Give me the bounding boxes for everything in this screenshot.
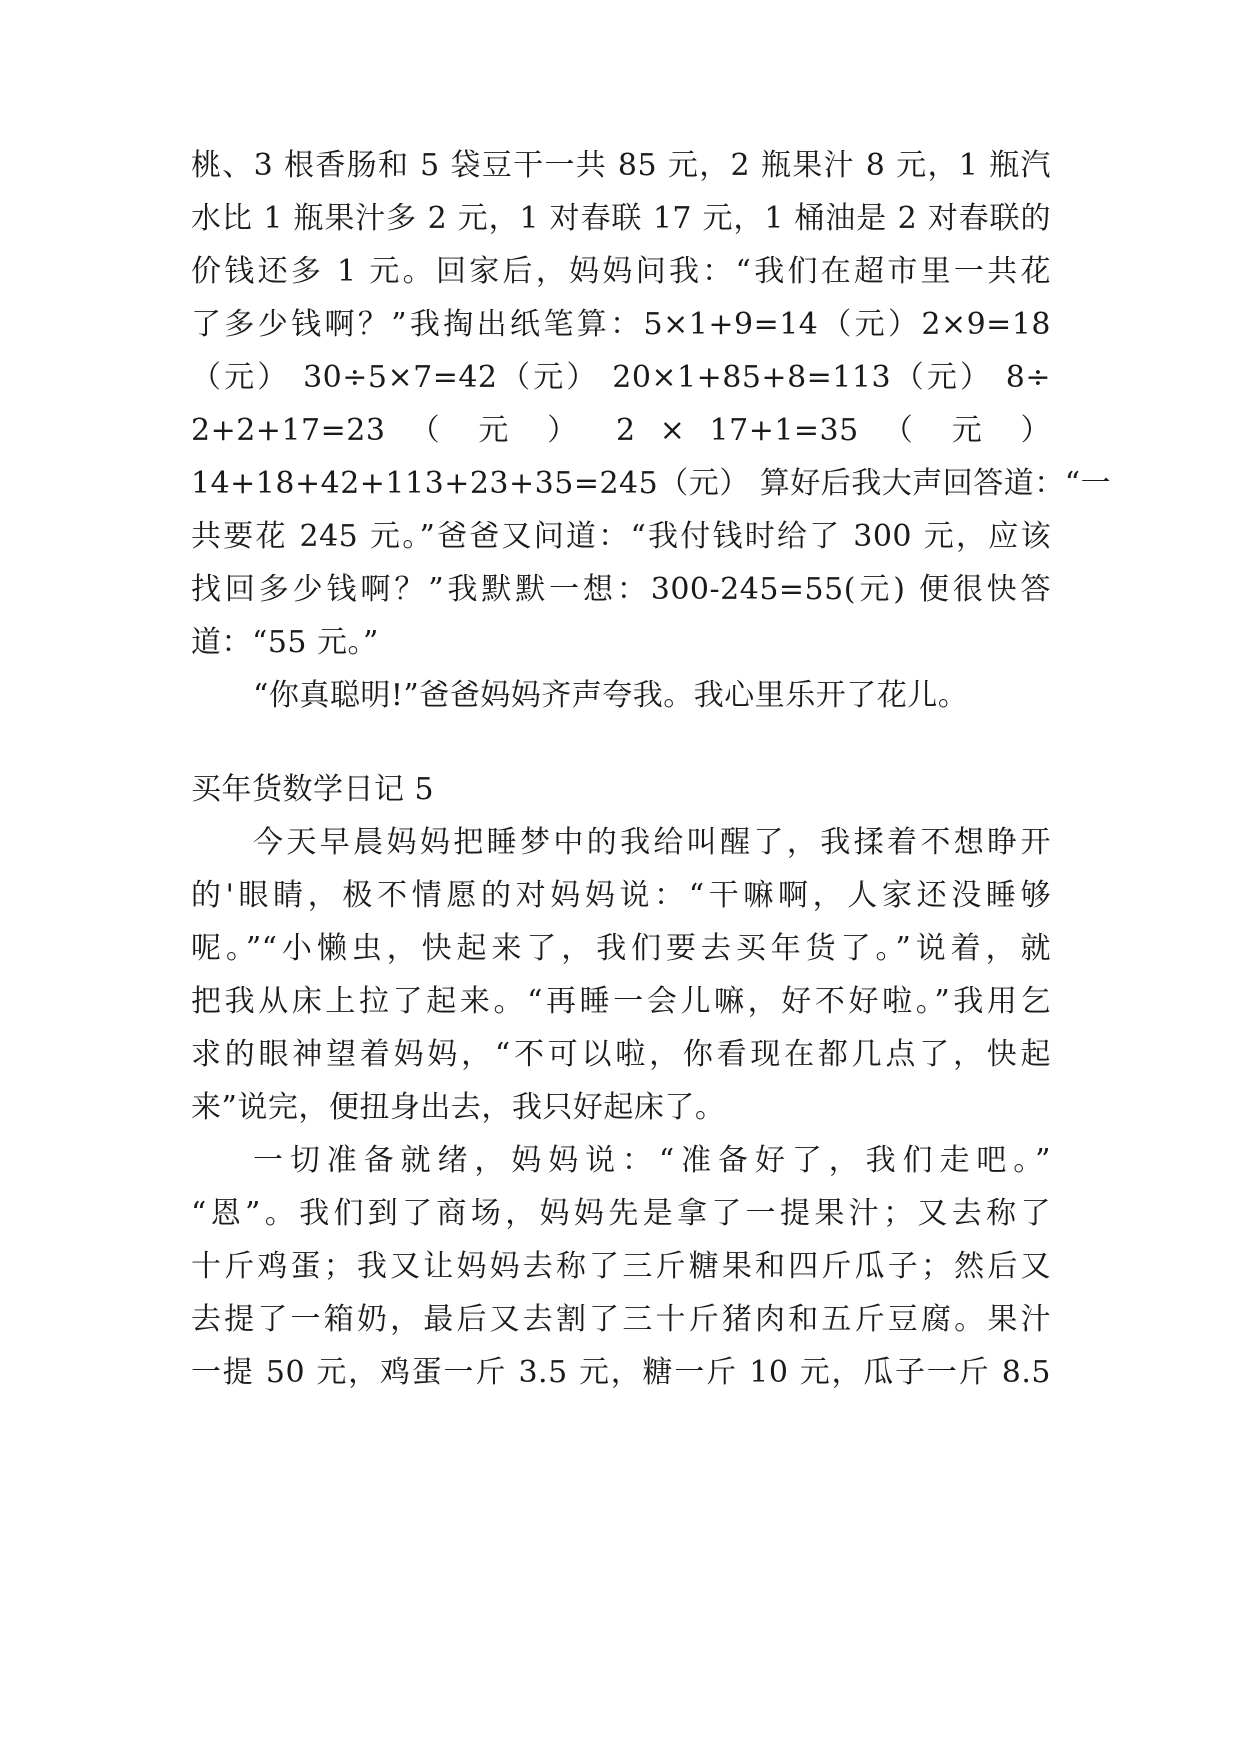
text-line: 十斤鸡蛋；我又让妈妈去称了三斤糖果和四斤瓜子；然后又 bbox=[191, 1249, 1051, 1284]
text-line: 找回多少钱啊？”我默默一想：300-245=55(元) 便很快答 bbox=[191, 572, 1051, 607]
text-line: “你真聪明!”爸爸妈妈齐声夸我。我心里乐开了花儿。 bbox=[253, 678, 969, 713]
text-line: 的'眼睛，极不情愿的对妈妈说：“干嘛啊，人家还没睡够 bbox=[191, 878, 1051, 913]
text-line: 桃、3 根香肠和 5 袋豆干一共 85 元，2 瓶果汁 8 元，1 瓶汽 bbox=[191, 148, 1051, 183]
text-line: 呢。”“小懒虫，快起来了，我们要去买年货了。”说着，就 bbox=[191, 931, 1051, 966]
text-line: 价钱还多 1 元。回家后，妈妈问我：“我们在超市里一共花 bbox=[191, 254, 1051, 289]
text-line: 14+18+42+113+23+35=245（元） 算好后我大声回答道：“一 bbox=[191, 466, 1112, 501]
text-line: 求的眼神望着妈妈，“不可以啦，你看现在都几点了，快起 bbox=[191, 1037, 1051, 1072]
text-line: 一切准备就绪，妈妈说：“准备好了，我们走吧。” bbox=[253, 1143, 1051, 1178]
text-line: 来”说完，便扭身出去，我只好起床了。 bbox=[191, 1090, 726, 1125]
text-line: （元） 30÷5×7=42（元） 20×1+85+8=113（元） 8÷ bbox=[191, 360, 1051, 395]
text-line: 今天早晨妈妈把睡梦中的我给叫醒了，我揉着不想睁开 bbox=[253, 825, 1051, 860]
text-line: 水比 1 瓶果汁多 2 元，1 对春联 17 元，1 桶油是 2 对春联的 bbox=[191, 201, 1051, 236]
text-line: 去提了一箱奶，最后又去割了三十斤猪肉和五斤豆腐。果汁 bbox=[191, 1302, 1051, 1337]
text-line: 共要花 245 元。”爸爸又问道：“我付钱时给了 300 元，应该 bbox=[191, 519, 1051, 554]
section-heading: 买年货数学日记 5 bbox=[191, 772, 435, 807]
text-line: “恩”。我们到了商场，妈妈先是拿了一提果汁；又去称了 bbox=[191, 1196, 1051, 1231]
text-line: 了多少钱啊？”我掏出纸笔算：5×1+9=14（元）2×9=18 bbox=[191, 307, 1051, 342]
text-line: 道：“55 元。” bbox=[191, 625, 379, 660]
text-line: 2+2+17=23 （ 元 ） 2 × 17+1=35 （ 元 ） bbox=[191, 413, 1051, 448]
text-line: 把我从床上拉了起来。“再睡一会儿嘛，好不好啦。”我用乞 bbox=[191, 984, 1051, 1019]
text-line: 一提 50 元，鸡蛋一斤 3.5 元，糖一斤 10 元，瓜子一斤 8.5 bbox=[191, 1355, 1051, 1390]
